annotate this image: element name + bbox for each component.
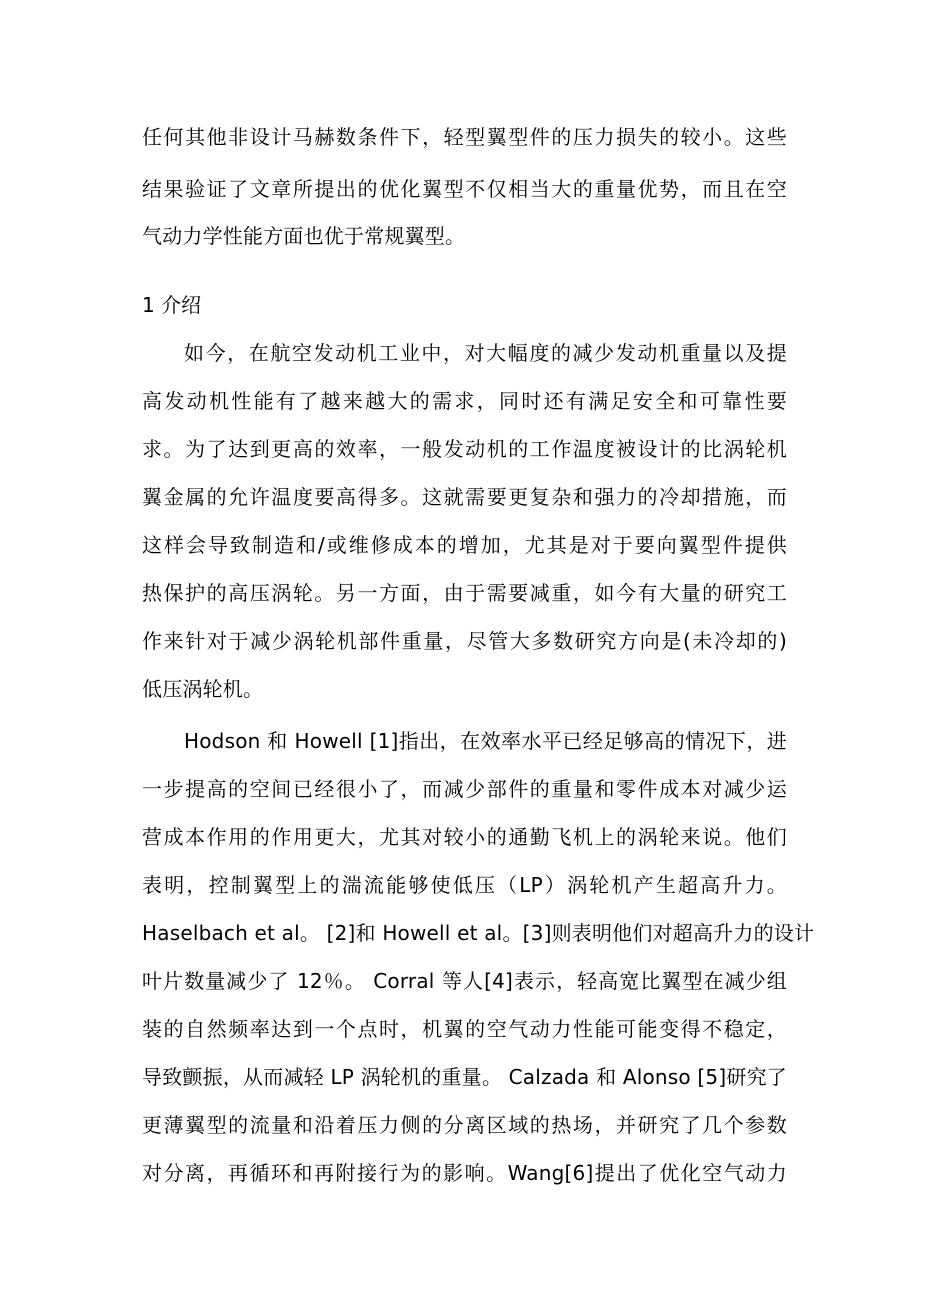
paragraph-2-line-2: 一步提高的空间已经很小了，而减少部件的重量和零件成本对减少运	[142, 777, 787, 801]
paragraph-2-line-4: 表明，控制翼型上的湍流能够使低压（LP）涡轮机产生超高升力。	[142, 873, 787, 897]
paragraph-2-line-1: Hodson 和 Howell [1]指出，在效率水平已经足够高的情况下，进	[184, 729, 787, 753]
paragraph-0-line-1: 任何其他非设计马赫数条件下，轻型翼型件的压力损失的较小。这些	[142, 125, 787, 149]
paragraph-1-line-4: 翼金属的允许温度要高得多。这就需要更复杂和强力的冷却措施，而	[142, 485, 787, 509]
paragraph-0-line-2: 结果验证了文章所提出的优化翼型不仅相当大的重量优势，而且在空	[142, 177, 787, 201]
paragraph-2-line-10: 对分离，再循环和再附接行为的影响。Wang[6]提出了优化空气动力	[142, 1161, 787, 1185]
paragraph-1-line-8: 低压涡轮机。	[142, 677, 264, 701]
section-heading: 1 介绍	[142, 293, 202, 317]
paragraph-2-line-9: 更薄翼型的流量和沿着压力侧的分离区域的热场，并研究了几个参数	[142, 1113, 787, 1137]
paragraph-1-line-3: 求。为了达到更高的效率，一般发动机的工作温度被设计的比涡轮机	[142, 437, 787, 461]
paragraph-1-line-5: 这样会导致制造和/或维修成本的增加，尤其是对于要向翼型件提供	[142, 533, 787, 557]
paragraph-1-line-6: 热保护的高压涡轮。另一方面，由于需要减重，如今有大量的研究工	[142, 581, 787, 605]
paragraph-0-line-3: 气动力学性能方面也优于常规翼型。	[142, 224, 466, 248]
paragraph-2-line-3: 营成本作用的作用更大，尤其对较小的通勤飞机上的涡轮来说。他们	[142, 825, 787, 849]
paragraph-1-line-2: 高发动机性能有了越来越大的需求，同时还有满足安全和可靠性要	[142, 389, 787, 413]
paragraph-1-line-1: 如今，在航空发动机工业中，对大幅度的减少发动机重量以及提	[184, 341, 787, 365]
paragraph-2-line-7: 装的自然频率达到一个点时，机翼的空气动力性能可能变得不稳定，	[142, 1017, 787, 1041]
paragraph-2-line-8: 导致颤振，从而减轻 LP 涡轮机的重量。 Calzada 和 Alonso [5]研究了	[142, 1065, 787, 1089]
paragraph-2-line-5: Haselbach et al。 [2]和 Howell et al。[3]则表明他们对超高升力的设计	[142, 921, 815, 945]
paragraph-1-line-7: 作来针对于减少涡轮机部件重量，尽管大多数研究方向是(未冷却的)	[142, 629, 787, 653]
paragraph-2-line-6: 叶片数量减少了 12％。 Corral 等人[4]表示，轻高宽比翼型在减少组	[142, 969, 787, 993]
